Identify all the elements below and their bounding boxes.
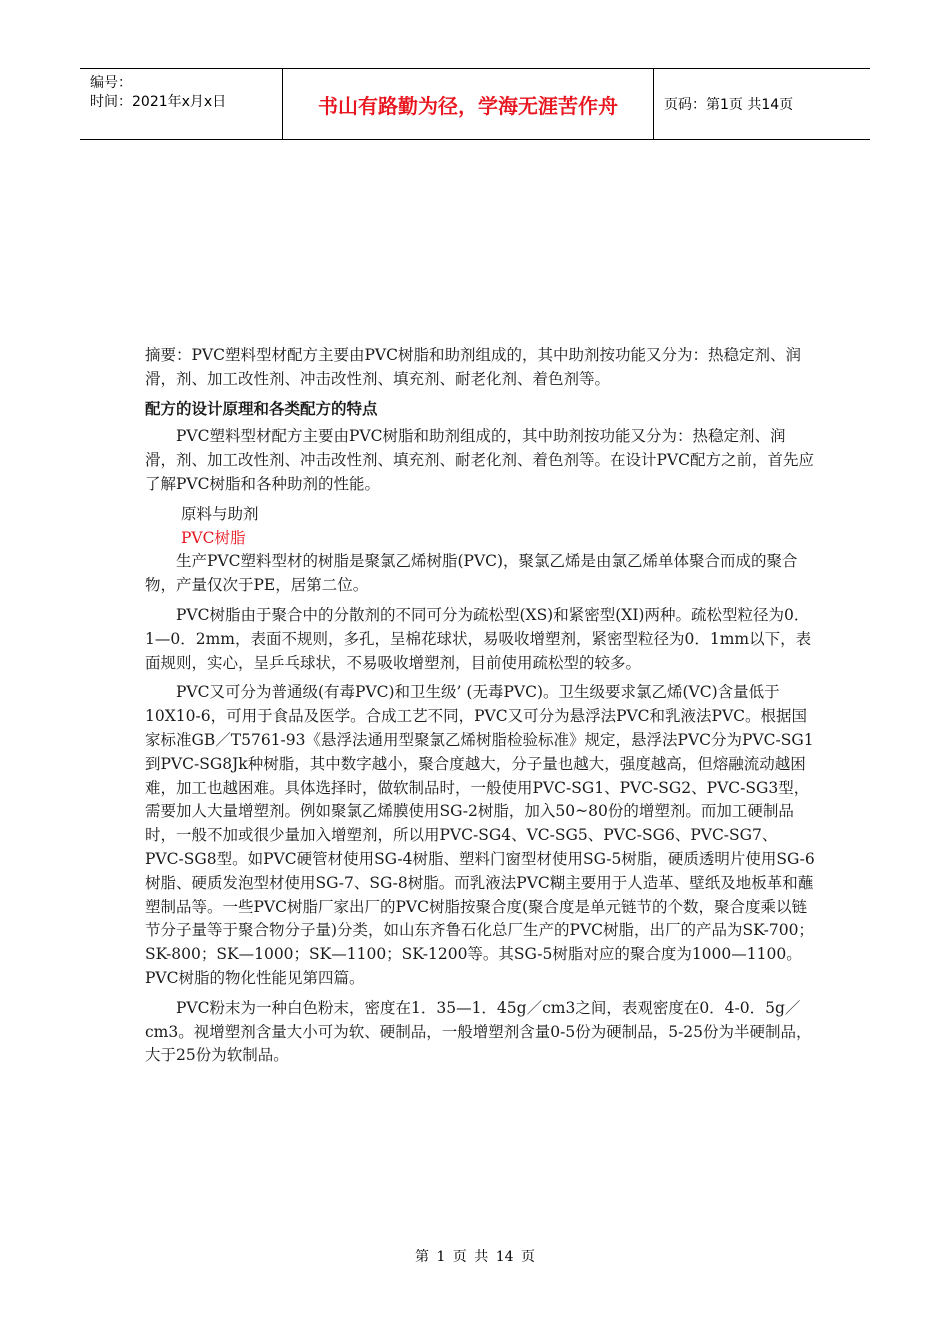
resin-grades-paragraph: PVC又可分为普通级(有毒PVC)和卫生级’ (无毒PVC)。卫生级要求氯乙烯(VC)含量低于10X10-6，可用于食品及医学。合成工艺不同，PVC又可分为悬浮法PVC和乳液法PVC。根据国家标准GB／T5761-93《悬浮法通用型聚氯乙烯树脂检验标准》规定，悬浮法PVC分为PVC-SG1到PVC-SG8Jk种树脂，其中数字越小，聚合度越大，分子量也越大，强度越高，但熔融流动越困难，加工也越困难。具体选择时，做软制品时，一般使用PVC-SG1、PVC-SG2、PVC-SG3型，需要加人大量增塑剂。例如聚氯乙烯膜使用SG-2树脂，加入50~80份的增塑剂。而加工硬制品时，一般不加或很少量加入增塑剂，所以用PVC-SG4、VC-SG5、PVC-SG6、PVC-SG7、PVC-SG8型。如PVC硬管材使用SG-4树脂、塑料门窗型材使用SG-5树脂，硬质透明片使用SG-6树脂、硬质发泡型材使用SG-7、SG-8树脂。而乳液法PVC糊主要用于人造革、壁纸及地板革和蘸塑制品等。一些PVC树脂厂家出厂的PVC树脂按聚合度(聚合度是单元链节的个数，聚合度乘以链节分子量等于聚合物分子量)分类，如山东齐鲁石化总厂生产的PVC树脂，出厂的产品为SK-700；SK-800；SK—1000；SK—1100；SK-1200等。其SG-5树脂对应的聚合度为1000—1100。PVC树脂的物化性能见第四篇。 (145, 683, 815, 987)
header-meta-cell (80, 69, 283, 139)
page-header (80, 68, 870, 140)
section-heading: 配方的设计原理和各类配方的特点 (145, 399, 378, 418)
header-page-info: 页码：第1页 共14页 (664, 97, 794, 113)
doc-number-label: 编号： (90, 75, 132, 91)
page-footer: 第 1 页 共 14 页 (415, 1249, 535, 1265)
pvc-resin-paragraph: 生产PVC塑料型材的树脂是聚氯乙烯树脂(PVC)，聚氯乙烯是由氯乙烯单体聚合而成的聚合物，产量仅次于PE，居第二位。 (145, 552, 798, 595)
header-motto: 书山有路勤为径，学海无涯苦作舟 (283, 69, 654, 139)
document-body (145, 344, 815, 1068)
abstract-paragraph: 摘要：PVC塑料型材配方主要由PVC树脂和助剂组成的，其中助剂按功能又分为：热稳定剂、润滑，剂、加工改性剂、冲击改性剂、填充剂、耐老化剂、着色剂等。 (145, 346, 801, 388)
pvc-powder-paragraph: PVC粉末为一种白色粉末，密度在1．35—1．45g／cm3之间，表观密度在0．4-0．5g／cm3。视增塑剂含量大小可为软、硬制品，一般增塑剂含量0-5份为硬制品，5-25份为半硬制品，大于25份为软制品。 (145, 998, 812, 1065)
doc-date-label: 时间：2021年x月x日 (90, 94, 227, 110)
resin-types-paragraph: PVC树脂由于聚合中的分散剂的不同可分为疏松型(XS)和紧密型(XI)两种。疏松型粒径为0．1—0．2mm，表面不规则，多孔，呈棉花球状，易吸收增塑剂，紧密型粒径为0．1mm以下，表面规则，实心，呈乒乓球状，不易吸收增塑剂，目前使用疏松型的较多。 (145, 605, 812, 672)
subsection-title-materials: 原料与助剂 (181, 504, 259, 523)
intro-paragraph: PVC塑料型材配方主要由PVC树脂和助剂组成的，其中助剂按功能又分为：热稳定剂、润滑，剂、加工改性剂、冲击改性剂、填充剂、耐老化剂、着色剂等。在设计PVC配方之前，首先应了解PVC树脂和各种助剂的性能。 (145, 427, 814, 493)
subsection-title-pvc-resin: PVC树脂 (181, 528, 246, 547)
